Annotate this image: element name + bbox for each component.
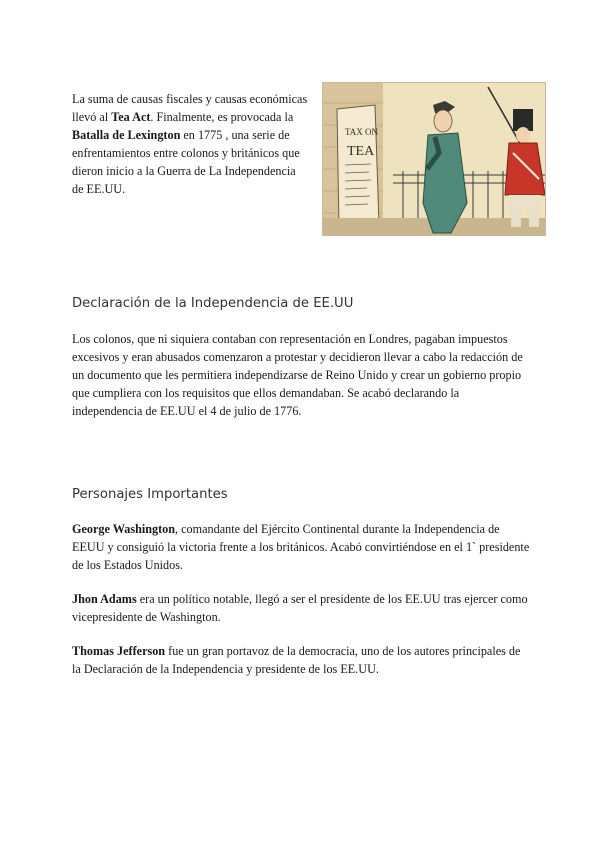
person-jefferson (72, 642, 530, 678)
person-description: fue un gran portavoz de la democracia, uno de los autores principales de la Declaración de la Independencia y presidente de los EE.UU. (72, 644, 521, 676)
intro-text-3: en 1775 , una serie de enfrentamientos entre colonos y británicos que dieron inicio a la Guerra de La Independencia de EE.UU. (72, 128, 300, 196)
person-name: Jhon Adams (72, 592, 137, 606)
declaration-heading: Declaración de la Independencia de EE.UU (72, 296, 354, 311)
person-description: era un político notable, llegó a ser el presidente de los EE.UU tras ejercer como vicepresidente de Washington. (72, 592, 528, 624)
person-washington (72, 520, 530, 574)
declaration-paragraph: Los colonos, que ni siquiera contaban con representación en Londres, pagaban impuestos excesivos y eran abusados comenzaron a protestar y decidieron llevar a cabo la redacción de un documento que les permitiera independizarse de Reino Unido y crear un gobierno propio que cumpliera con los requisitos que ellos demandaban. Se acabó declarando la independencia de EE.UU el 4 de julio de 1776. (72, 332, 523, 418)
poster-line-1: TAX ON (345, 127, 379, 137)
person-adams (72, 590, 530, 626)
intro-text-2: . Finalmente, es provocada la (150, 110, 294, 124)
person-name: Thomas Jefferson (72, 644, 166, 658)
tea-act-term: Tea Act (111, 110, 151, 124)
person-name: George Washington (72, 522, 176, 536)
intro-paragraph (72, 90, 308, 198)
tax-on-tea-illustration (322, 82, 546, 236)
intro-text-1: La suma de causas fiscales y causas económicas llevó al (72, 92, 308, 124)
person-description: , comandante del Ejército Continental durante la Independencia de EEUU y consiguió la victoria frente a los británicos. Acabó convirtiéndose en el 1` presidente de los Estados Unidos. (72, 522, 530, 572)
lexington-term: Batalla de Lexington (72, 128, 181, 142)
poster-line-2: TEA (347, 144, 375, 159)
people-heading: Personajes Importantes (72, 487, 228, 502)
